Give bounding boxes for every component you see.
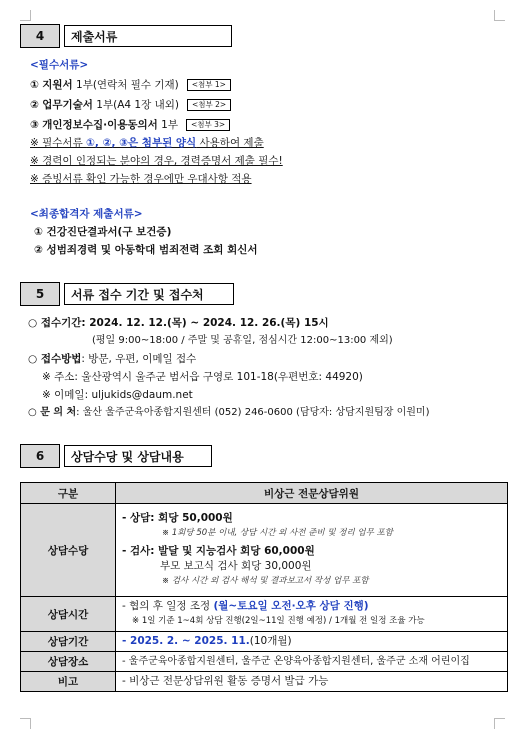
row-content: - 울주군육아종합지원센터, 울주군 온양육아종합지원센터, 울주군 소재 어린이집 <box>116 652 508 672</box>
note-evidence: ※ 증빙서류 확인 가능한 경우에만 우대사항 적용 <box>30 173 252 185</box>
row-label: 비고 <box>21 672 116 692</box>
table-header-row <box>21 483 508 504</box>
note-career-cert: ※ 경력이 인정되는 분야의 경우, 경력증명서 제출 필수! <box>30 155 283 167</box>
table-row <box>21 672 508 692</box>
row-content: - 2025. 2. ~ 2025. 11.(10개월) <box>116 632 508 652</box>
row-content: - 협의 후 일정 조정 (월~토요일 오전·오후 상담 진행) ※ 1일 기준 1~4회 상담 진행(2일~11일 진행 예정) / 1개월 전 일정 조율 가능 <box>116 597 508 632</box>
row-label: 상담기간 <box>21 632 116 652</box>
attachment-tag: <첨부 2> <box>187 99 231 111</box>
section-title: 제출서류 <box>64 25 232 47</box>
note-template: ※ 필수서류 ①, ②, ③은 첨부된 양식 사용하여 제출 <box>30 137 264 149</box>
table-row <box>21 597 508 632</box>
consultation-table <box>20 482 508 692</box>
doc-item: ① 지원서 1부(연락처 필수 기재) <첨부 1> <box>30 78 231 92</box>
table-row <box>21 504 508 597</box>
row-label: 상담시간 <box>21 597 116 632</box>
email-line: ※ 이메일: uljukids@daum.net <box>42 389 193 401</box>
section-title: 서류 접수 기간 및 접수처 <box>64 283 234 305</box>
address-line: ※ 주소: 울산광역시 울주군 범서읍 구영로 101-18(우편번호: 44920) <box>42 371 363 383</box>
crop-mark-top-left <box>20 10 31 21</box>
row-label: 상담수당 <box>21 504 116 597</box>
section-number: 4 <box>20 24 60 48</box>
section-6-header <box>20 444 212 468</box>
contact-line: ○ 문 의 처: 울산 울주군육아종합지원센터 (052) 246-0600 (담당자: 상담지원팀장 이원미) <box>28 407 430 418</box>
table-header-cell: 구분 <box>21 483 116 504</box>
crop-mark-bottom-right <box>494 718 505 729</box>
required-docs-header: <필수서류> <box>30 59 89 71</box>
method-line: ○ 접수방법: 방문, 우편, 이메일 접수 <box>28 353 197 365</box>
attachment-tag: <첨부 1> <box>187 79 231 91</box>
row-content: - 비상근 전문상담위원 활동 증명서 발급 가능 <box>116 672 508 692</box>
period-line: ○ 접수기간: 2024. 12. 12.(목) ~ 2024. 12. 26.(목) 15시 <box>28 317 329 329</box>
crop-mark-top-right <box>494 10 505 21</box>
period-note: (평일 9:00~18:00 / 주말 및 공휴일, 점심시간 12:00~13:00 제외) <box>92 335 393 346</box>
section-title: 상담수당 및 상담내용 <box>64 445 212 467</box>
crop-mark-bottom-left <box>20 718 31 729</box>
section-number: 5 <box>20 282 60 306</box>
row-content: - 상담: 회당 50,000원 ※ 1회당 50분 이내, 상담 시간 외 사전 준비 및 정리 업무 포함 - 검사: 발달 및 지능검사 회당 60,000원 부모 보고식 검사 회당 30,000원 ※ 검사 시간 외 검사 해석 및 결과보고서 작성 업무 포함 <box>116 504 508 597</box>
section-number: 6 <box>20 444 60 468</box>
doc-item: ② 업무기술서 1부(A4 1장 내외) <첨부 2> <box>30 98 231 112</box>
final-docs-header: <최종합격자 제출서류> <box>30 208 143 220</box>
final-doc-item: ① 건강진단결과서(구 보건증) <box>34 226 172 238</box>
table-row <box>21 632 508 652</box>
table-row <box>21 652 508 672</box>
row-label: 상담장소 <box>21 652 116 672</box>
final-doc-item: ② 성범죄경력 및 아동학대 범죄전력 조회 회신서 <box>34 244 258 256</box>
section-5-header <box>20 282 234 306</box>
doc-item: ③ 개인정보수집·이용동의서 1부 <첨부 3> <box>30 118 230 132</box>
attachment-tag: <첨부 3> <box>186 119 230 131</box>
table-header-cell: 비상근 전문상담위원 <box>116 483 508 504</box>
section-4-header <box>20 24 232 48</box>
